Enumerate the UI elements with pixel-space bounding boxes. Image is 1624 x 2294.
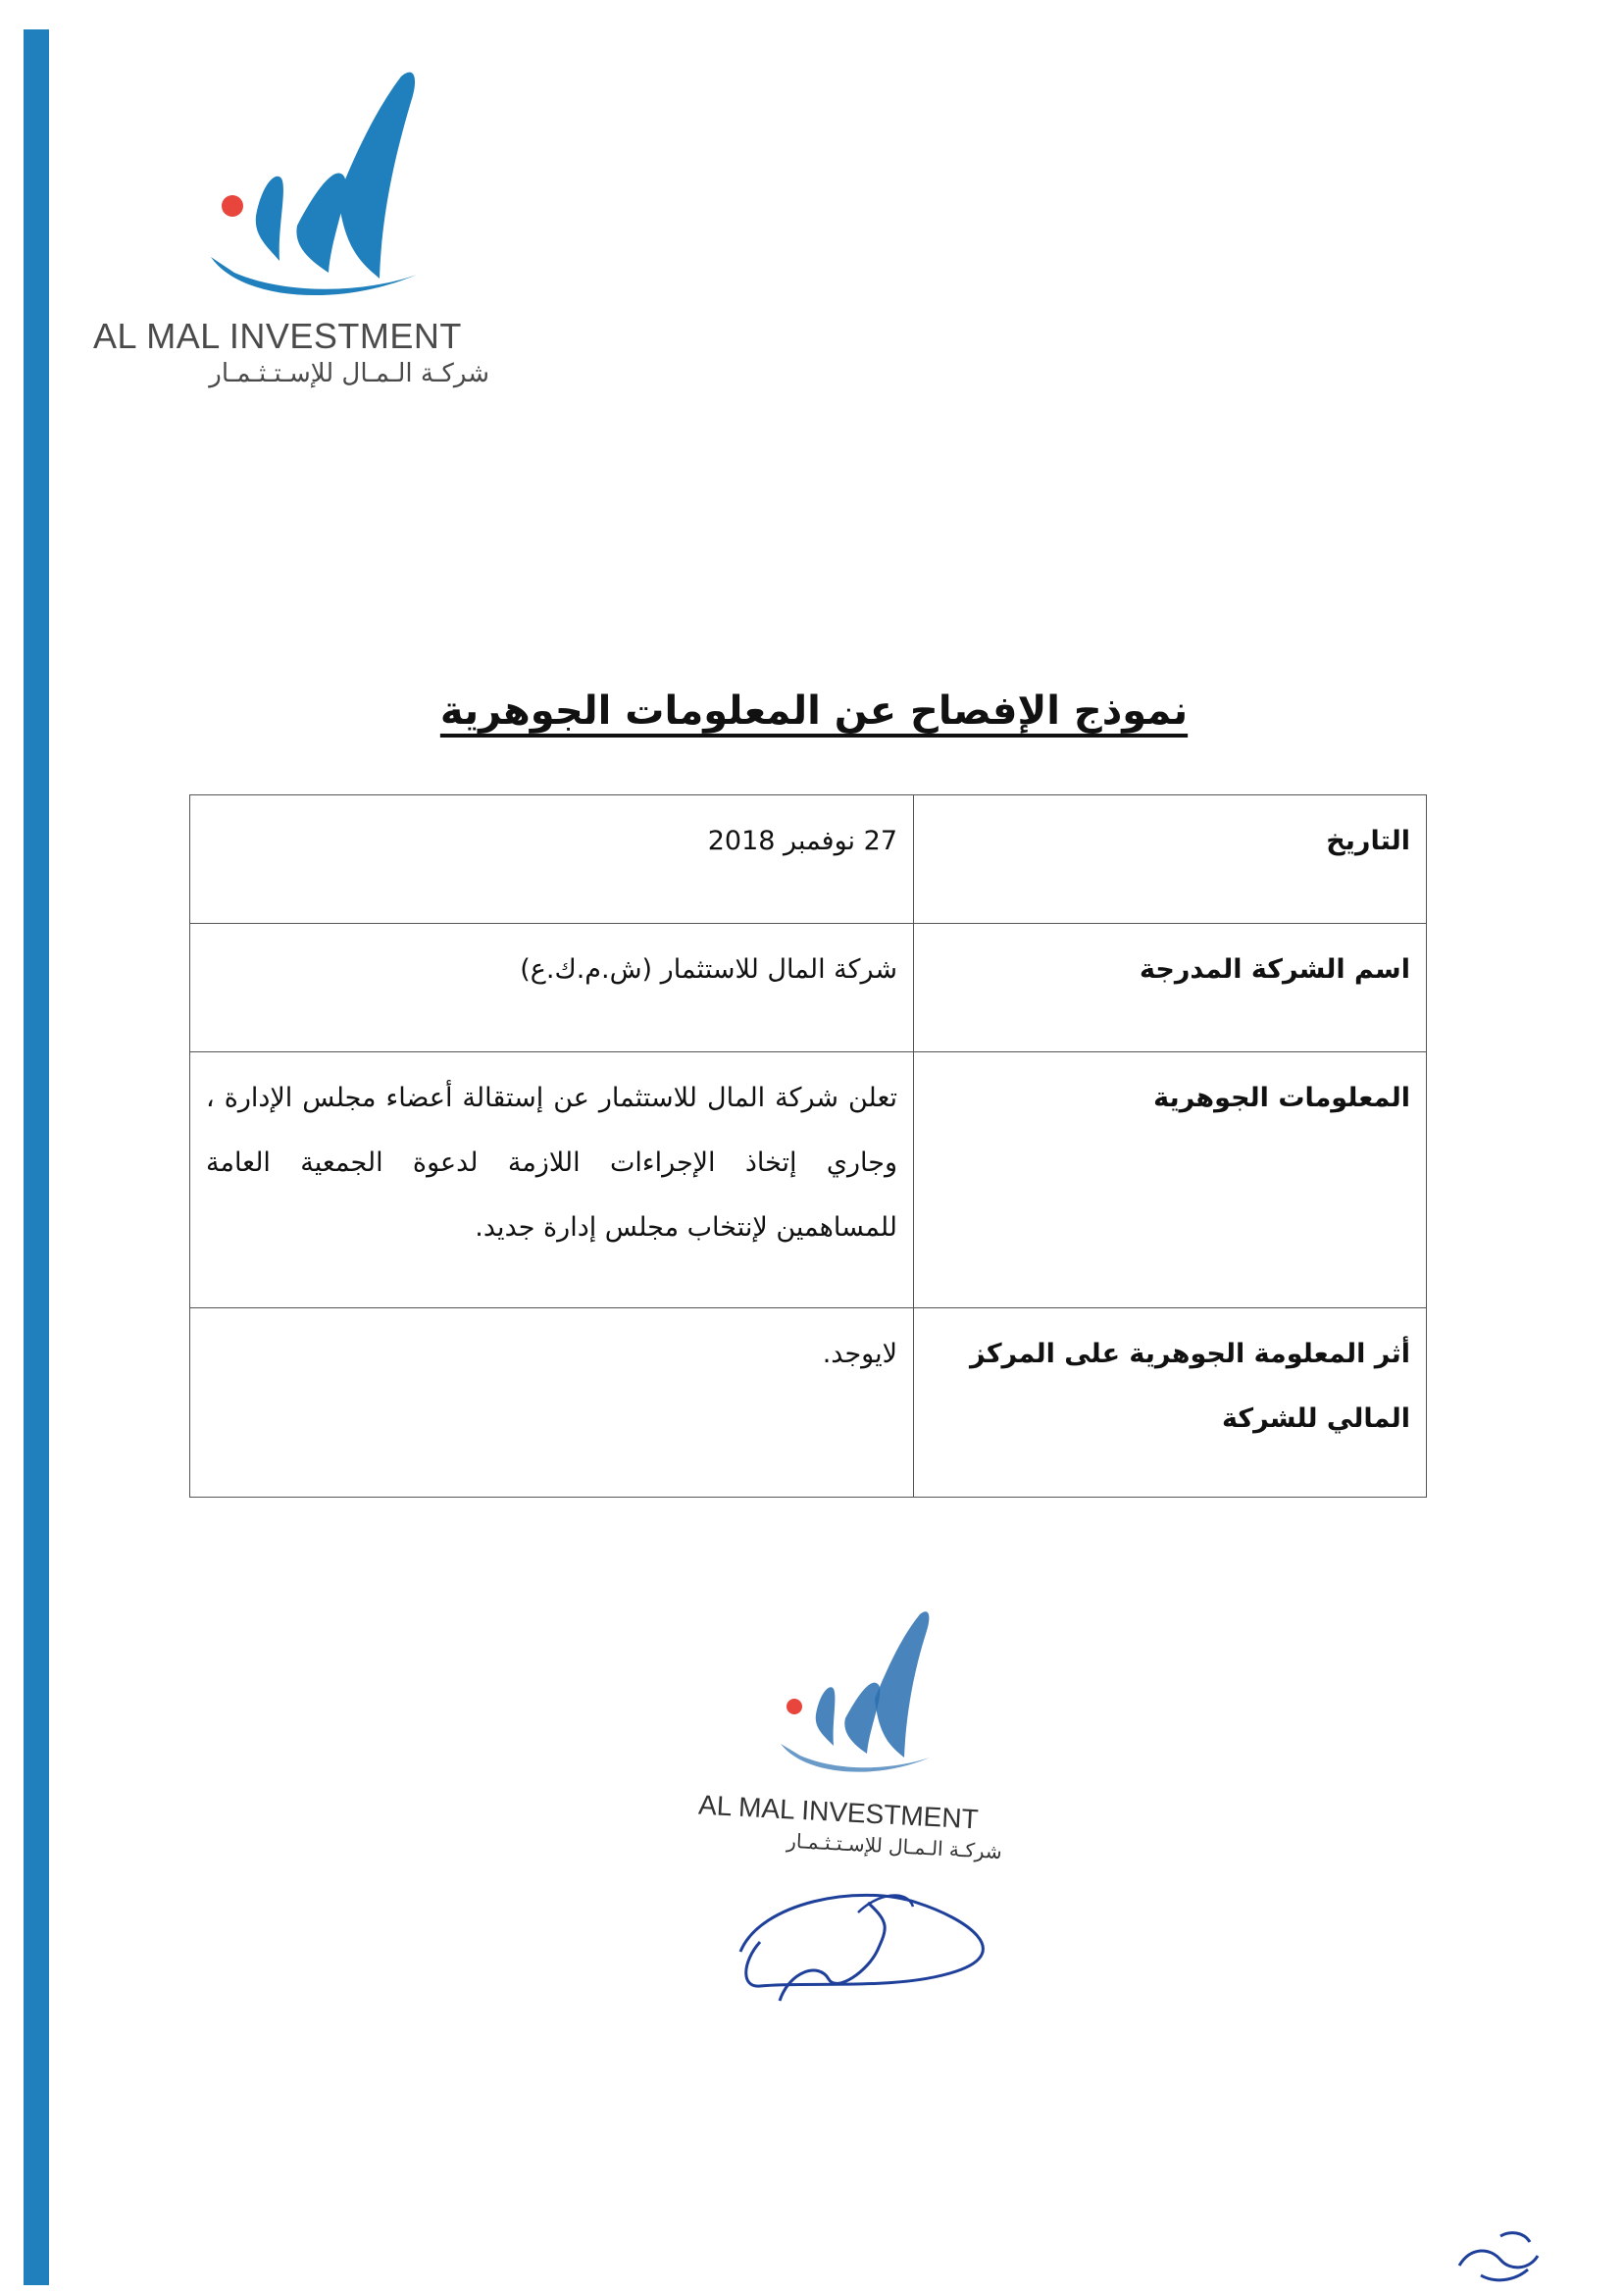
row-value-date: 27 نوفمبر 2018 bbox=[190, 795, 914, 924]
row-value-material-info: تعلن شركة المال للاستثمار عن إستقالة أعضاء مجلس الإدارة ، وجاري إتخاذ الإجراءات اللازمة لدعوة الجمعية العامة للمساهمين لإنتخاب مجلس إدارة جديد. bbox=[190, 1052, 914, 1308]
table-row-company bbox=[190, 924, 1427, 1052]
row-value-company: شركة المال للاستثمار (ش.م.ك.ع) bbox=[190, 924, 914, 1052]
logo-arabic-name: شركـة الـمـال للإسـتـثـمـار bbox=[209, 359, 489, 388]
signature bbox=[721, 1863, 1015, 2020]
company-logo bbox=[93, 69, 505, 402]
row-label-financial-impact: أثر المعلومة الجوهرية على المركز المالي للشركة bbox=[914, 1308, 1427, 1498]
logo-english-name: AL MAL INVESTMENT bbox=[93, 316, 462, 356]
stamp-arabic-name: شركـة الـمـال للإسـتـثـمـار bbox=[786, 1828, 1003, 1864]
stamp-english-name: AL MAL INVESTMENT bbox=[697, 1789, 980, 1835]
row-label-material-info: المعلومات الجوهرية bbox=[914, 1052, 1427, 1308]
table-row-financial-impact bbox=[190, 1308, 1427, 1498]
row-label-date: التاريخ bbox=[914, 795, 1427, 924]
row-value-financial-impact: لايوجد. bbox=[190, 1308, 914, 1498]
table-row-date bbox=[190, 795, 1427, 924]
stamp-logo-mark-icon bbox=[765, 1608, 941, 1785]
document-title: نموذج الإفصاح عن المعلومات الجوهرية bbox=[439, 688, 1189, 734]
left-accent-bar bbox=[24, 29, 49, 2285]
company-stamp bbox=[686, 1608, 1020, 1863]
disclosure-table bbox=[189, 794, 1427, 1498]
al-mal-logo-mark-icon bbox=[172, 69, 427, 314]
page-initials bbox=[1451, 2226, 1545, 2285]
row-label-company: اسم الشركة المدرجة bbox=[914, 924, 1427, 1052]
table-row-material-info bbox=[190, 1052, 1427, 1308]
